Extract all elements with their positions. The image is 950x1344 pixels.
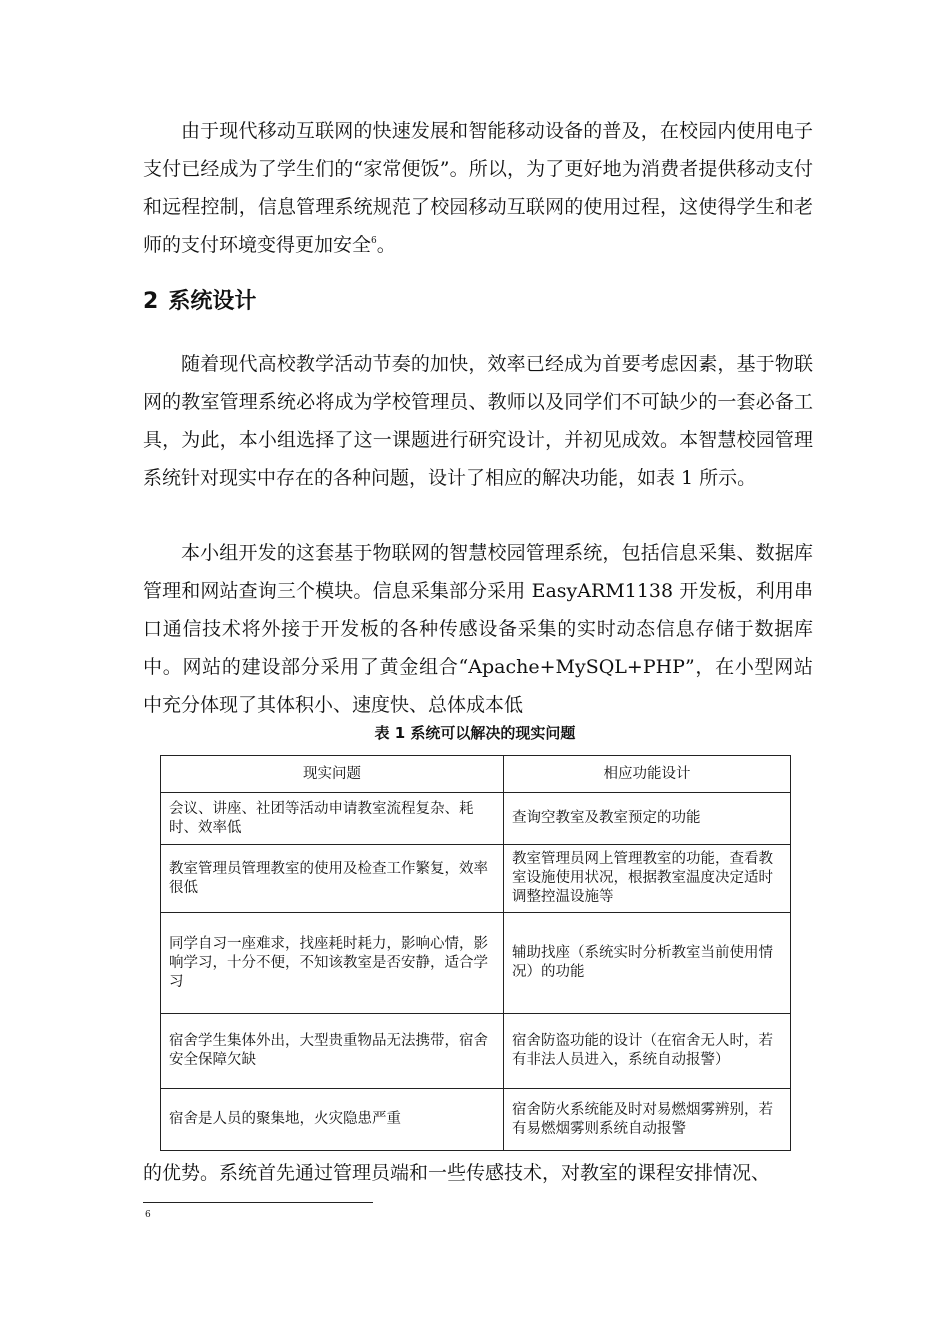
table-caption: 表 1 系统可以解决的现实问题 — [374, 724, 576, 742]
table-cell-function: 宿舍防火系统能及时对易燃烟雾辨别，若有易燃烟雾则系统自动报警 — [504, 1089, 791, 1151]
footnote-separator — [143, 1202, 373, 1203]
table-cell-problem: 同学自习一座难求，找座耗时耗力，影响心情，影响学习，十分不便，不知该教室是否安静，适合学习 — [161, 913, 504, 1014]
paragraph-continuation: 的优势。系统首先通过管理员端和一些传感技术，对教室的课程安排情况、 — [143, 1162, 771, 1184]
paragraph-intro-text: 由于现代移动互联网的快速发展和智能移动设备的普及，在校园内使用电子支付已经成为了学生们的“家常便饭”。所以，为了更好地为消费者提供移动支付和远程控制，信息管理系统规范了校园移动互联网的使用过程，这使得学生和老师的支付环境变得更加安全 — [143, 120, 813, 256]
paragraph-intro — [143, 112, 813, 264]
footnote-ref: 6 — [371, 236, 377, 246]
section-heading — [143, 282, 256, 322]
table-cell-function: 教室管理员网上管理教室的功能，查看教室设施使用状况，根据教室温度决定适时调整控温设施等 — [504, 845, 791, 913]
table-row — [161, 1014, 791, 1089]
table-cell-function: 宿舍防盗功能的设计（在宿舍无人时，若有非法人员进入，系统自动报警） — [504, 1014, 791, 1089]
table-cell-problem: 宿舍学生集体外出，大型贵重物品无法携带，宿舍安全保障欠缺 — [161, 1014, 504, 1089]
table-cell-problem: 教室管理员管理教室的使用及检查工作繁复，效率很低 — [161, 845, 504, 913]
table-header-row — [161, 756, 791, 793]
table-row — [161, 1089, 791, 1151]
table-header-function: 相应功能设计 — [504, 756, 791, 793]
table-cell-problem: 会议、讲座、社团等活动申请教室流程复杂、耗时、效率低 — [161, 793, 504, 845]
table-cell-problem: 宿舍是人员的聚集地，火灾隐患严重 — [161, 1089, 504, 1151]
paragraph-design-intro: 随着现代高校教学活动节奏的加快，效率已经成为首要考虑因素，基于物联网的教室管理系统必将成为学校管理员、教师以及同学们不可缺少的一套必备工具，为此，本小组选择了这一课题进行研究设计，并初见成效。本智慧校园管理系统针对现实中存在的各种问题，设计了相应的解决功能，如表 1 所示。 — [143, 353, 813, 489]
paragraph-intro-end: 。 — [376, 234, 396, 256]
table-row — [161, 793, 791, 845]
section-title: 系统设计 — [168, 289, 257, 314]
table-row — [161, 845, 791, 913]
footnote-number: 6 — [145, 1210, 151, 1220]
table-row — [161, 913, 791, 1014]
table-cell-function: 辅助找座（系统实时分析教室当前使用情况）的功能 — [504, 913, 791, 1014]
problems-table — [160, 755, 791, 1151]
paragraph-modules: 本小组开发的这套基于物联网的智慧校园管理系统，包括信息采集、数据库管理和网站查询三个模块。信息采集部分采用 EasyARM1138 开发板，利用串口通信技术将外接于开发板的各种传感设备采集的实时动态信息存储于数据库中。网站的建设部分采用了黄金组合“Apache+MySQL+PHP”，在小型网站中充分体现了其体积小、速度快、总体成本低 — [143, 542, 813, 716]
section-number: 2 — [143, 289, 159, 314]
table-header-problem: 现实问题 — [161, 756, 504, 793]
table-cell-function: 查询空教室及教室预定的功能 — [504, 793, 791, 845]
